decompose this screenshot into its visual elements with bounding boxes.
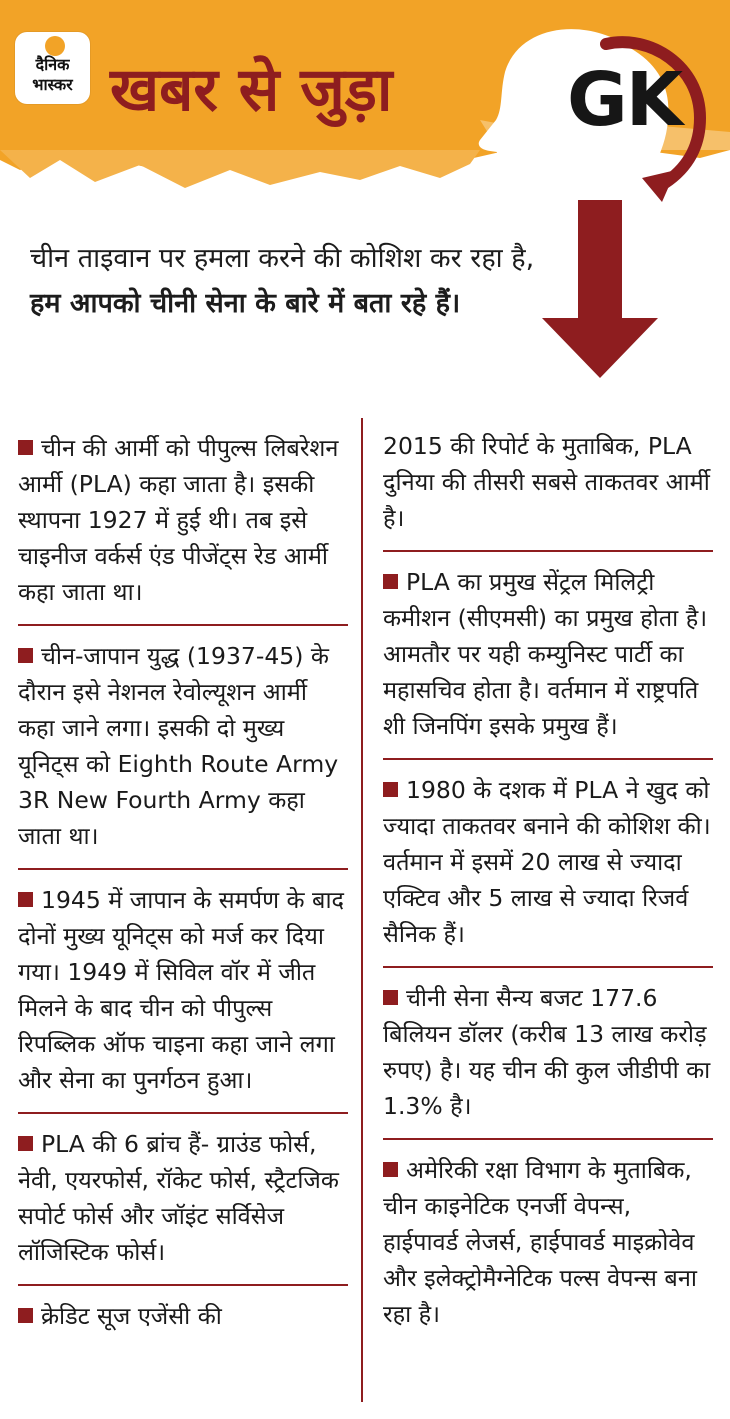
- fact-item: [18, 870, 348, 1114]
- left-column: [18, 418, 348, 1348]
- fact-text: अमेरिकी रक्षा विभाग के मुताबिक, चीन काइनेटिक एनर्जी वेपन्स, हाईपावर्ड लेजर्स, हाईपावर्ड माइक्रोवेव और इलेक्ट्रोमैग्नेटिक पल्स वेपन्स बना रहा है।: [383, 1156, 697, 1328]
- square-bullet-icon: [18, 1308, 33, 1323]
- fact-text: चीनी सेना सैन्य बजट 177.6 बिलियन डॉलर (करीब 13 लाख करोड़ रुपए) है। यह चीन की कुल जीडीपी का 1.3% है।: [383, 984, 711, 1120]
- square-bullet-icon: [383, 1162, 398, 1177]
- gk-badge: GK: [567, 57, 682, 143]
- sun-icon: [45, 36, 65, 56]
- intro-text: [30, 236, 550, 326]
- dainik-bhaskar-logo: [15, 32, 90, 104]
- header-banner: [0, 0, 730, 210]
- fact-item: [383, 1140, 713, 1346]
- fact-item: [18, 626, 348, 870]
- fact-text: 1945 में जापान के समर्पण के बाद दोनों मुख्य यूनिट्स को मर्ज कर दिया गया। 1949 में सिविल वॉर में जीत मिलने के बाद चीन को पीपुल्स रिपब्लिक ऑफ चाइना कहा जाने लगा और सेना का पुनर्गठन हुआ।: [18, 886, 345, 1094]
- fact-item: [383, 760, 713, 968]
- fact-text: PLA का प्रमुख सेंट्रल मिलिट्री कमीशन (सीएमसी) का प्रमुख होता है। आमतौर पर यही कम्युनिस्ट पार्टी का महासचिव होता है। वर्तमान में राष्ट्रपति शी जिनपिंग इसके प्रमुख हैं।: [383, 568, 708, 740]
- square-bullet-icon: [18, 440, 33, 455]
- square-bullet-icon: [18, 1136, 33, 1151]
- column-divider: [361, 418, 363, 1402]
- fact-item: [18, 1114, 348, 1286]
- square-bullet-icon: [18, 892, 33, 907]
- square-bullet-icon: [18, 648, 33, 663]
- logo-line-2: भास्कर: [32, 75, 73, 94]
- fact-text: चीन की आर्मी को पीपुल्स लिबरेशन आर्मी (PLA) कहा जाता है। इसकी स्थापना 1927 में हुई थी। तब इसे चाइनीज वर्कर्स एंड पीजेंट्स रेड आर्मी कहा जाता था।: [18, 434, 339, 606]
- fact-item: [383, 968, 713, 1140]
- right-column: [383, 418, 713, 1346]
- fact-item: [383, 552, 713, 760]
- page-title: खबर से जुड़ा: [110, 55, 393, 125]
- fact-text: 1980 के दशक में PLA ने खुद को ज्यादा ताकतवर बनाने की कोशिश की। वर्तमान में इसमें 20 लाख से ज्यादा एक्टिव और 5 लाख से ज्यादा रिजर्व सैनिक हैं।: [383, 776, 711, 948]
- fact-item: [18, 1286, 348, 1348]
- intro-bold: हम आपको चीनी सेना के बारे में बता रहे हैं।: [30, 288, 461, 319]
- logo-line-1: दैनिक: [35, 55, 70, 74]
- square-bullet-icon: [383, 782, 398, 797]
- intro-normal: चीन ताइवान पर हमला करने की कोशिश कर रहा है,: [30, 243, 535, 274]
- fact-text: चीन-जापान युद्ध (1937-45) के दौरान इसे नेशनल रेवोल्यूशन आर्मी कहा जाने लगा। इसकी दो मुख्य यूनिट्स को Eighth Route Army 3R New Fourth Army कहा जाता था।: [18, 642, 339, 850]
- square-bullet-icon: [383, 574, 398, 589]
- fact-item: [18, 418, 348, 626]
- fact-text: PLA की 6 ब्रांच हैं- ग्राउंड फोर्स, नेवी, एयरफोर्स, रॉकेट फोर्स, स्ट्रैटजिक सपोर्ट फोर्स और जॉइंट सर्विसेज लॉजिस्टिक फोर्स।: [18, 1130, 339, 1266]
- square-bullet-icon: [383, 990, 398, 1005]
- fact-text: क्रेडिट सूज एजेंसी की: [41, 1302, 222, 1330]
- fact-text: 2015 की रिपोर्ट के मुताबिक, PLA दुनिया की तीसरी सबसे ताकतवर आर्मी है।: [383, 432, 710, 532]
- fact-item-continuation: [383, 418, 713, 552]
